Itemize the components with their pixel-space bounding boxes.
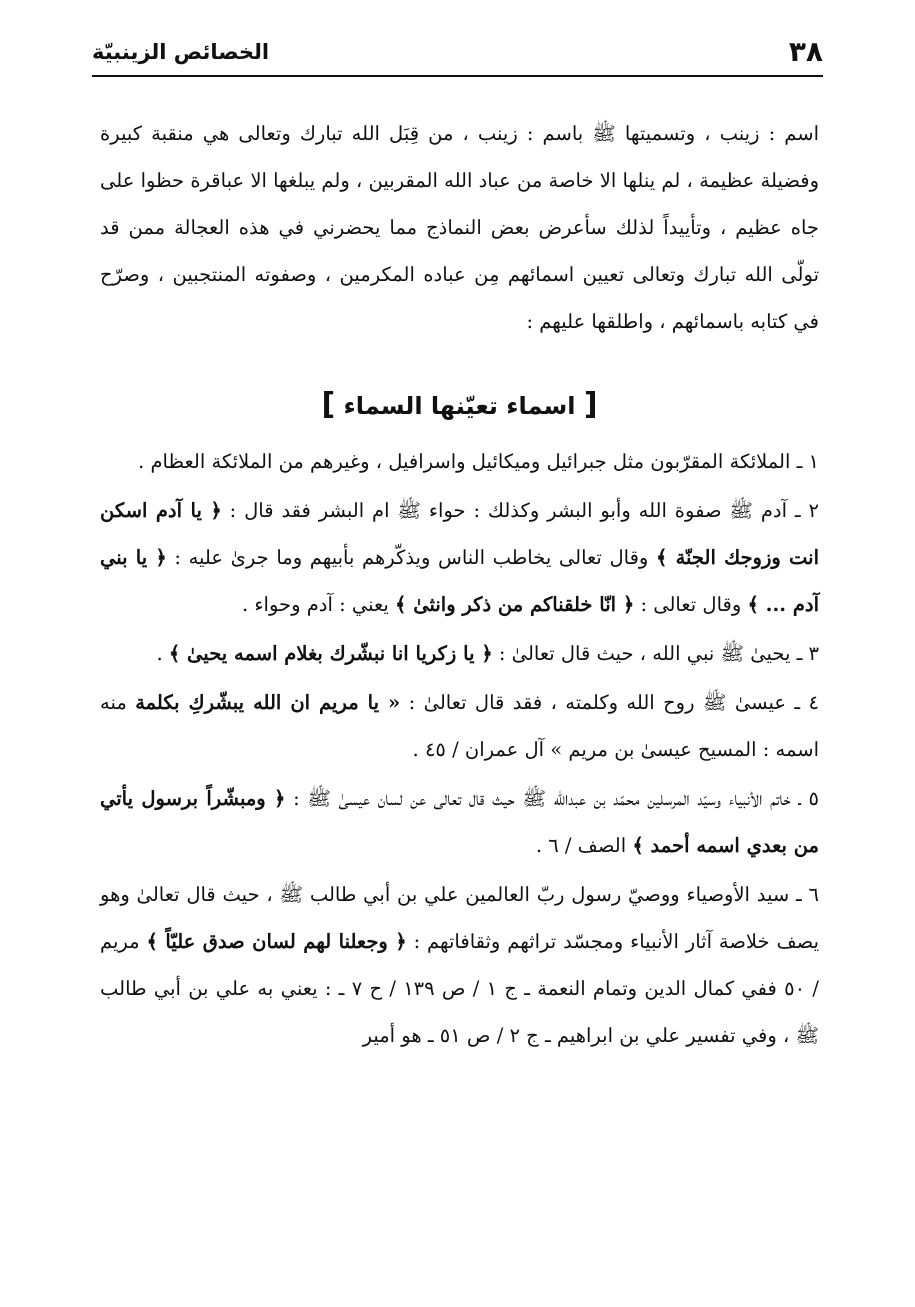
item-text: وقال تعالى يخاطب الناس ويذكّرهم بأبيهم وما جرىٰ عليه : <box>166 546 656 569</box>
item-text: ٦ ـ سيد الأوصياء ووصيّ رسول ربّ العالمين علي بن أبي طالب ﷺ ، حيث قال تعالىٰ وهو يصف خلاصة آثار الأنبياء ومجسّد تراثهم وثقافاتهم : <box>100 883 819 953</box>
item-text: ٢ ـ آدم ﷺ صفوة الله وأبو البشر وكذلك : حواء ﷺ ام البشر فقد قال : <box>221 499 819 522</box>
list-item-2 <box>100 487 819 628</box>
item-text: . <box>156 642 169 665</box>
list-item-6 <box>100 871 819 1059</box>
running-title: الخصائص الزينبيّة <box>92 40 270 64</box>
item-text: ٥ ـ خاتم الأنبياء وسيّد المرسلين محمّد بن عبدالله ﷺ حيث قال تعالى عن لسان عيسىٰ ﷺ : <box>285 787 819 810</box>
item-text: منه اسمه : المسيح عيسىٰ بن مريم » آل عمران / ٤٥ . <box>100 691 819 761</box>
item-text: ٣ ـ يحيىٰ ﷺ نبي الله ، حيث قال تعالىٰ : <box>492 642 819 665</box>
heading-bracket-close: ] <box>321 387 336 422</box>
quran-quote: « يا مريم ان الله يبشّركِ بكلمة <box>135 691 401 714</box>
header-rule <box>92 75 823 77</box>
list-item-1 <box>100 438 819 485</box>
list-item-4 <box>100 679 819 773</box>
page-header <box>92 30 823 70</box>
section-title: اسماء تعيّنها السماء <box>343 392 576 420</box>
heading-bracket-open: [ <box>583 387 598 422</box>
page-body <box>100 110 819 1059</box>
item-text: الصف / ٦ . <box>535 834 633 857</box>
intro-paragraph: اسم : زينب ، وتسميتها ﷺ باسم : زينب ، من قِبَل الله تبارك وتعالى هي منقبة كبيرة وفضيلة عظيمة ، لم ينلها الا خاصة من عباد الله المقربين ، ولم يبلغها الا عباقرة حظوا على جاه عظيم ، وتأييداً لذلك سأعرض بعض النماذج مما يحضرني في هذه العجالة ممن قد تولّى الله تبارك وتعالى تعيين اسمائهم مِن عباده المكرمين ، وصفوته المنتجبين ، وصرّح في كتابه باسمائهم ، واطلقها عليهم : <box>100 122 819 333</box>
list-item-3 <box>100 630 819 677</box>
item-text: ٤ ـ عيسىٰ ﷺ روح الله وكلمته ، فقد قال تعالىٰ : <box>400 691 820 714</box>
page-number: ٣٨ <box>788 35 823 68</box>
item-text: وقال تعالى : <box>634 593 748 616</box>
item-text: ١ ـ الملائكة المقرّبون مثل جبرائيل وميكائيل واسرافيل ، وغيرهم من الملائكة العظام . <box>138 450 819 473</box>
quran-quote: ﴿ وجعلنا لهم لسان صدق عليّاً ﴾ <box>146 930 407 953</box>
quran-quote: ﴿ يا آدم اسكن انت وزوجك الجنّة ﴾ <box>100 499 820 569</box>
item-text: يعني : آدم وحواء . <box>241 593 396 616</box>
section-heading <box>100 385 819 426</box>
quran-quote: ﴿ يا زكريا انا نبشّرك بغلام اسمه يحيىٰ ﴾ <box>168 642 493 665</box>
item-text: مريم / ٥٠ ففي كمال الدين وتمام النعمة ـ ج ١ / ص ١٣٩ / ح ٧ ـ : يعني به علي بن أبي طالب ﷺ ، وفي تفسير علي بن ابراهيم ـ ج ٢ / ص ٥١ ـ هو أمير <box>100 930 819 1047</box>
quran-quote: ﴿ انّا خلقناكم من ذكر وانثىٰ ﴾ <box>395 593 635 616</box>
list-item-5 <box>100 775 819 869</box>
quran-quote: ﴿ ومبشّراً برسول يأتي من بعدي اسمه أحمد ﴾ <box>100 787 819 857</box>
quran-quote: ﴿ يا بني آدم ... ﴾ <box>100 546 819 616</box>
